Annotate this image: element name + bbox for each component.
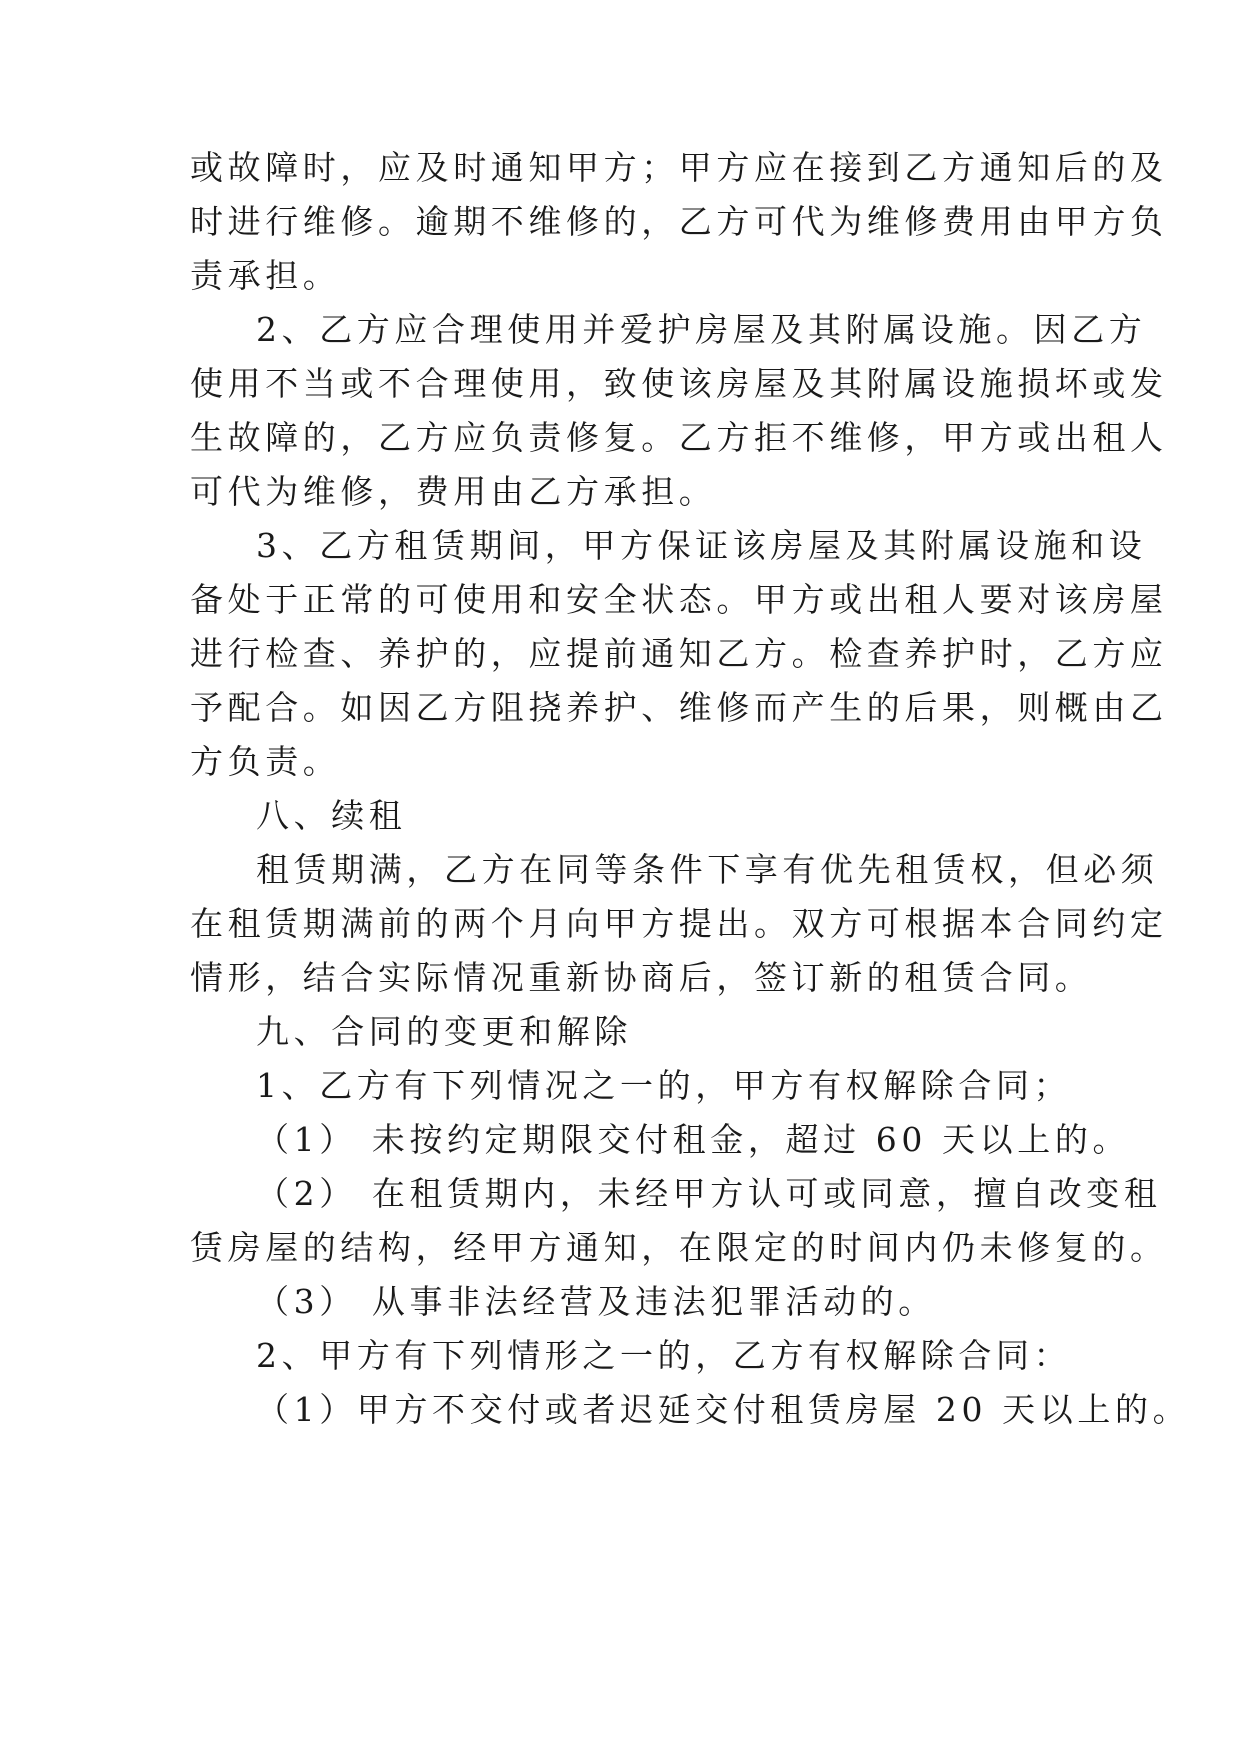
list-item: （1）甲方不交付或者迟延交付租赁房屋 20 天以上的。 [256, 1390, 1191, 1429]
text-line: 方负责。 [190, 742, 341, 781]
list-item: （3） 从事非法经营及违法犯罪活动的。 [256, 1282, 936, 1321]
text-line: 可代为维修，费用由乙方承担。 [190, 472, 717, 511]
text-line: 租赁期满，乙方在同等条件下享有优先租赁权，但必须 [256, 850, 1159, 889]
text-line: 进行检查、养护的，应提前通知乙方。检查养护时，乙方应 [190, 634, 1168, 673]
text-line: 2、乙方应合理使用并爱护房屋及其附属设施。因乙方 [256, 310, 1147, 349]
list-item: （2） 在租赁期内，未经甲方认可或同意，擅自改变租 [256, 1174, 1162, 1213]
text-line: 时进行维修。逾期不维修的，乙方可代为维修费用由甲方负 [190, 202, 1168, 241]
text-line: 责承担。 [190, 256, 341, 295]
text-line: 生故障的，乙方应负责修复。乙方拒不维修，甲方或出租人 [190, 418, 1168, 457]
text-line: 2、甲方有下列情形之一的，乙方有权解除合同： [256, 1336, 1072, 1375]
section-heading: 八、续租 [256, 796, 407, 835]
text-line: 备处于正常的可使用和安全状态。甲方或出租人要对该房屋 [190, 580, 1168, 619]
text-line: 赁房屋的结构，经甲方通知，在限定的时间内仍未修复的。 [190, 1228, 1168, 1267]
text-line: 情形，结合实际情况重新协商后，签订新的租赁合同。 [190, 958, 1093, 997]
text-line: 在租赁期满前的两个月向甲方提出。双方可根据本合同约定 [190, 904, 1168, 943]
section-heading: 九、合同的变更和解除 [256, 1012, 632, 1051]
text-line: 使用不当或不合理使用，致使该房屋及其附属设施损坏或发 [190, 364, 1168, 403]
text-line: 予配合。如因乙方阻挠养护、维修而产生的后果，则概由乙 [190, 688, 1168, 727]
text-line: 或故障时，应及时通知甲方；甲方应在接到乙方通知后的及 [190, 148, 1168, 187]
text-line: 1、乙方有下列情况之一的，甲方有权解除合同； [256, 1066, 1072, 1105]
text-line: 3、乙方租赁期间，甲方保证该房屋及其附属设施和设 [256, 526, 1147, 565]
list-item: （1） 未按约定期限交付租金，超过 60 天以上的。 [256, 1120, 1131, 1159]
